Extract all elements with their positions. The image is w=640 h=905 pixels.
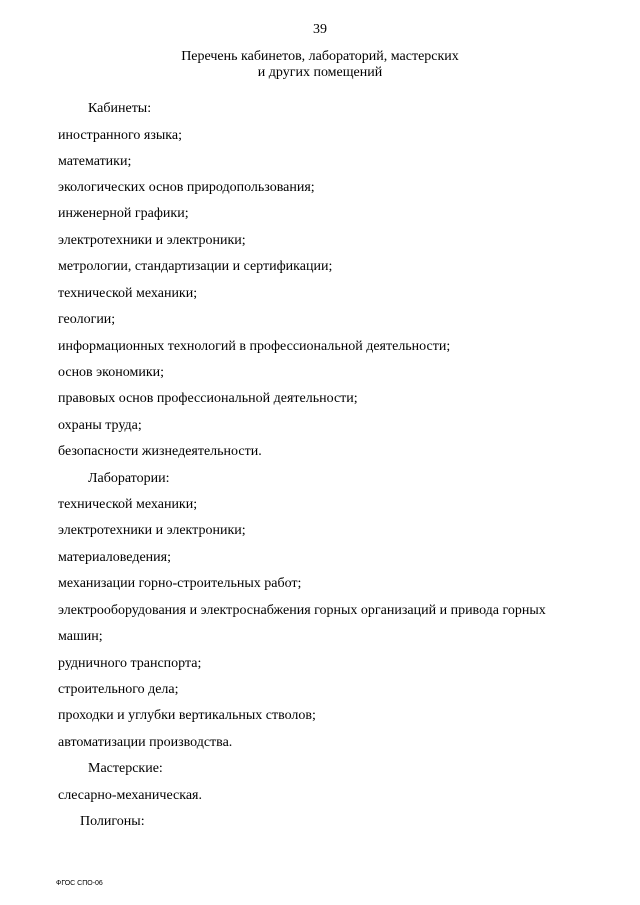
cabinet-item: основ экономики; — [58, 365, 165, 380]
laboratory-item: рудничного транспорта; — [58, 656, 202, 671]
cabinet-item: метрологии, стандартизации и сертификации; — [58, 259, 333, 274]
cabinet-item: информационных технологий в профессиональной деятельности; — [58, 339, 451, 354]
cabinet-item: геологии; — [58, 312, 116, 327]
cabinets-heading: Кабинеты: — [88, 101, 152, 116]
laboratory-item: электротехники и электроники; — [58, 523, 246, 538]
laboratory-item: автоматизации производства. — [58, 735, 233, 750]
laboratory-item: машин; — [58, 629, 103, 644]
page-title — [0, 49, 640, 81]
cabinet-item: охраны труда; — [58, 418, 142, 433]
laboratory-item: механизации горно-строительных работ; — [58, 576, 302, 591]
cabinet-item: безопасности жизнедеятельности. — [58, 444, 262, 459]
cabinet-item: электротехники и электроники; — [58, 233, 246, 248]
laboratory-item: строительного дела; — [58, 682, 179, 697]
title-line-2: и других помещений — [257, 65, 383, 80]
laboratory-item: технической механики; — [58, 497, 198, 512]
cabinet-item: правовых основ профессиональной деятельности; — [58, 391, 358, 406]
workshop-item: слесарно-механическая. — [58, 788, 202, 803]
laboratory-item: материаловедения; — [58, 550, 171, 565]
laboratories-heading: Лаборатории: — [88, 471, 170, 486]
laboratory-item: электрооборудования и электроснабжения горных организаций и привода горных — [58, 603, 546, 618]
footer-document-code: ФГОС СПО-06 — [56, 880, 103, 887]
laboratory-item: проходки и углубки вертикальных стволов; — [58, 708, 316, 723]
page-number: 39 — [313, 22, 327, 37]
workshops-heading: Мастерские: — [88, 761, 163, 776]
cabinet-item: технической механики; — [58, 286, 198, 301]
polygons-heading: Полигоны: — [80, 814, 145, 829]
cabinet-item: экологических основ природопользования; — [58, 180, 315, 195]
cabinet-item: инженерной графики; — [58, 206, 189, 221]
cabinet-item: математики; — [58, 154, 132, 169]
title-line-1: Перечень кабинетов, лабораторий, мастерских — [181, 49, 459, 64]
cabinet-item: иностранного языка; — [58, 128, 182, 143]
